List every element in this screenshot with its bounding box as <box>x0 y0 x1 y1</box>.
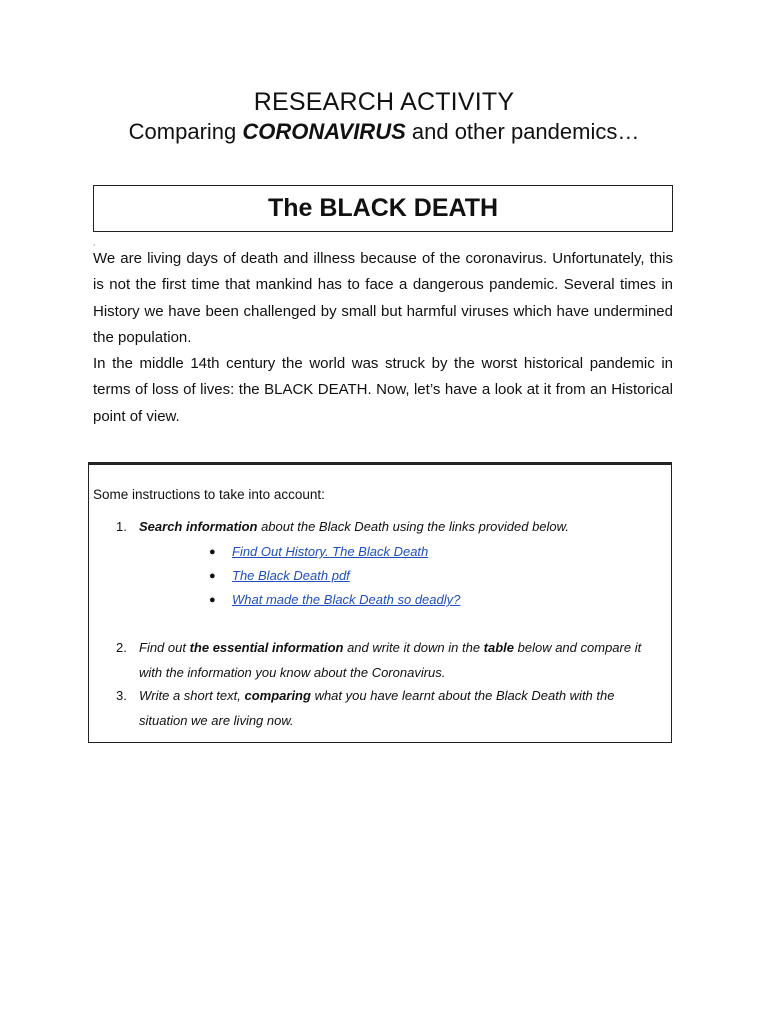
step-text <box>139 515 667 540</box>
subtitle-suffix: and other pandemics… <box>405 119 640 144</box>
step-part: what you have learnt about the Black Death with the situation we are living now. <box>139 688 615 728</box>
section-title-box <box>93 185 673 232</box>
step-emphasis: the essential information <box>189 640 344 655</box>
bullet-icon: ● <box>209 570 216 582</box>
intro-text <box>93 246 673 430</box>
bullet-icon: ● <box>209 594 216 606</box>
page-subtitle <box>0 119 768 145</box>
link-black-death-pdf[interactable]: The Black Death pdf <box>232 568 350 583</box>
step-number: 2. <box>116 640 127 655</box>
step-number: 3. <box>116 688 127 703</box>
section-title: The BLACK DEATH <box>267 194 499 222</box>
instructions-heading: Some instructions to take into account: <box>93 487 325 502</box>
subtitle-prefix: Comparing <box>128 119 243 144</box>
step-text <box>139 684 629 733</box>
page-title: RESEARCH ACTIVITY <box>253 88 515 116</box>
intro-paragraph: In the middle 14th century the world was struck by the worst historical pandemic in terms of loss of lives: the BLACK DEATH. Now, let’s have a look at it from an Historical point of view. <box>93 355 673 425</box>
step-text <box>139 636 667 685</box>
step-part: below and compare it with the information you know about the Coronavirus. <box>139 640 642 680</box>
step-part: Find out <box>139 640 190 655</box>
link-what-made-deadly[interactable]: What made the Black Death so deadly? <box>232 592 461 607</box>
subtitle-emphasis: CORONAVIRUS <box>242 119 406 144</box>
instructions-box <box>88 462 672 743</box>
intro-paragraph: We are living days of death and illness because of the coronavirus. Unfortunately, this is not the first time that mankind has to face a dangerous pandemic. Several times in History we have been challenged by small but harmful viruses which have undermined the population. <box>93 250 673 346</box>
link-find-out-history[interactable]: Find Out History. The Black Death <box>232 544 429 559</box>
step-rest: about the Black Death using the links provided below. <box>257 519 569 534</box>
step-part: and write it down in the <box>343 640 484 655</box>
stray-marker: , <box>93 238 96 247</box>
step-emphasis: table <box>483 640 515 655</box>
bullet-icon: ● <box>209 546 216 558</box>
step-part: Write a short text, <box>139 688 245 703</box>
step-number: 1. <box>116 519 127 534</box>
step-emphasis: Search information <box>139 519 258 534</box>
step-emphasis: comparing <box>244 688 311 703</box>
